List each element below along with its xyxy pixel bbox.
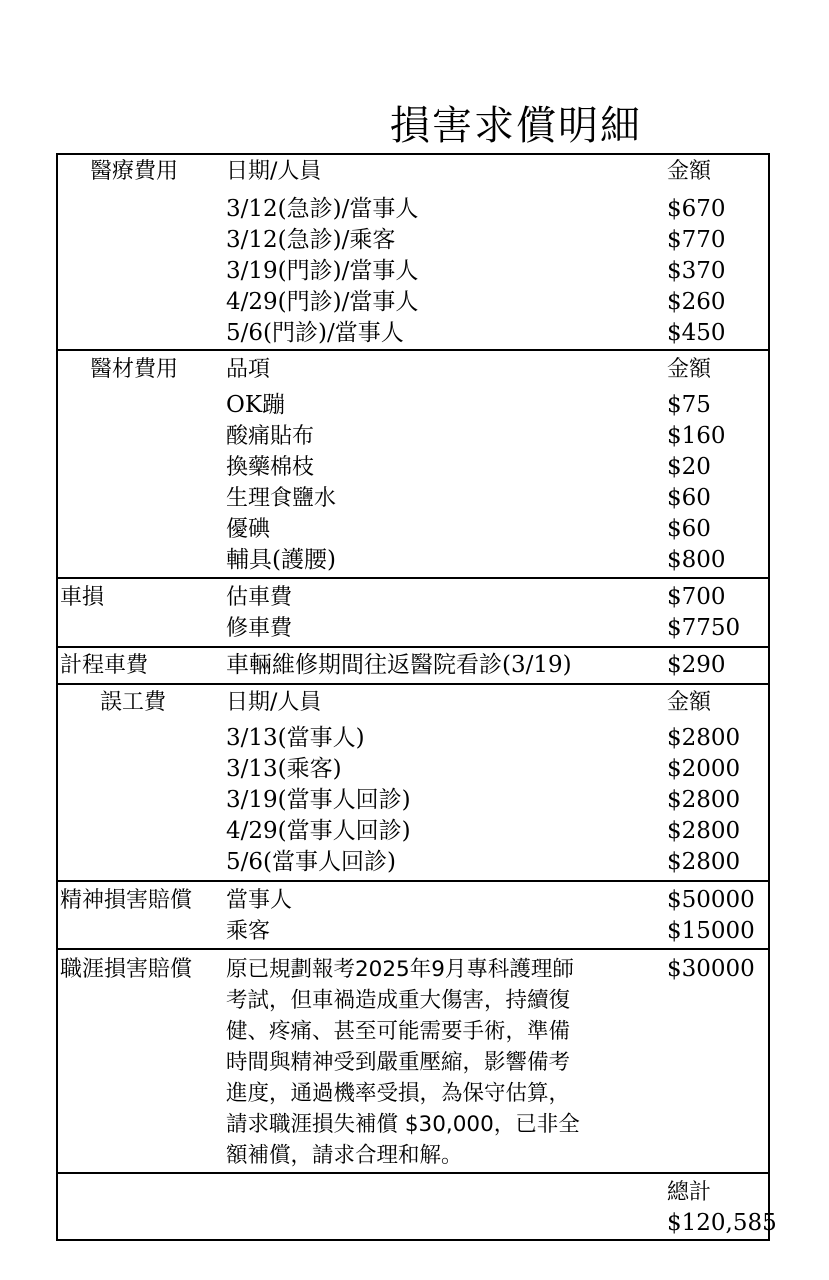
table-row-amount: $800 — [667, 547, 726, 573]
career-line: 時間與精神受到嚴重壓縮，影響備考 — [226, 1050, 571, 1075]
table-row-item: 生理食鹽水 — [226, 486, 337, 511]
section-divider — [56, 349, 770, 351]
lost-work-header-right: 金額 — [667, 690, 712, 715]
career-description — [226, 954, 656, 1171]
career-line: 請求職涯損失補償 $30,000，已非全 — [226, 1112, 580, 1137]
mental-label: 精神損害賠償 — [60, 888, 193, 913]
lost-work-header-left: 日期/人員 — [226, 690, 322, 715]
career-line: 原已規劃報考2025年9月專科護理師 — [226, 957, 574, 982]
table-row-amount: $2800 — [667, 725, 741, 751]
table-row-item: 估車費 — [226, 585, 293, 610]
table-row-amount: $160 — [667, 423, 726, 449]
taxi-item: 車輛維修期間往返醫院看診(3/19) — [226, 652, 572, 678]
section-divider — [56, 683, 770, 685]
medical-header-left: 日期/人員 — [226, 159, 322, 184]
table-row-item: 乘客 — [226, 919, 271, 944]
table-row-amount: $2800 — [667, 818, 741, 844]
table-row-amount: $75 — [667, 392, 711, 418]
table-row-item: 當事人 — [226, 888, 293, 913]
table-row-item: 酸痛貼布 — [226, 424, 315, 449]
section-divider — [56, 880, 770, 882]
section-divider — [56, 577, 770, 579]
taxi-label: 計程車費 — [60, 653, 149, 678]
table-row-item: 3/19(門診)/當事人 — [226, 258, 419, 284]
supplies-label: 醫材費用 — [90, 357, 179, 382]
table-row-amount: $700 — [667, 584, 726, 610]
career-line: 進度，通過機率受損，為保守估算， — [226, 1081, 571, 1106]
table-row-amount: $260 — [667, 289, 726, 315]
career-line: 額補償，請求合理和解。 — [226, 1143, 463, 1168]
career-amount: $30000 — [667, 956, 755, 982]
table-row-item: 3/12(急診)/乘客 — [226, 227, 396, 253]
table-row-amount: $15000 — [667, 918, 755, 944]
table-row-amount: $20 — [667, 454, 711, 480]
career-line: 健、疼痛、甚至可能需要手術，準備 — [226, 1019, 571, 1044]
table-row-item: 4/29(當事人回診) — [226, 818, 411, 844]
table-row-item: 3/13(乘客) — [226, 756, 342, 782]
career-label: 職涯損害賠償 — [60, 957, 193, 982]
table-row-amount: $50000 — [667, 887, 755, 913]
table-row-item: 5/6(門診)/當事人 — [226, 320, 404, 346]
table-row-item: 優碘 — [226, 517, 271, 542]
section-divider — [56, 1172, 770, 1174]
table-row-item: 3/19(當事人回診) — [226, 787, 411, 813]
section-divider — [56, 948, 770, 950]
table-row-item: 輔具(護腰) — [226, 547, 336, 573]
table-row-item: 修車費 — [226, 616, 293, 641]
table-row-item: 換藥棉枝 — [226, 455, 315, 480]
lost-work-label: 誤工費 — [100, 690, 167, 715]
table-row-amount: $60 — [667, 516, 711, 542]
table-row-item: 3/12(急診)/當事人 — [226, 196, 419, 222]
table-row-item: 5/6(當事人回診) — [226, 849, 396, 875]
total-amount: $120,585 — [667, 1210, 777, 1236]
total-label: 總計 — [667, 1180, 712, 1205]
medical-header-right: 金額 — [667, 159, 712, 184]
table-row-item: 3/13(當事人) — [226, 725, 365, 751]
table-row-item: 4/29(門診)/當事人 — [226, 289, 419, 315]
supplies-header-left: 品項 — [226, 357, 271, 382]
table-row-amount: $2800 — [667, 849, 741, 875]
table-row-amount: $2000 — [667, 756, 741, 782]
table-row-amount: $450 — [667, 320, 726, 346]
table-row-amount: $670 — [667, 196, 726, 222]
car-label: 車損 — [60, 585, 105, 610]
taxi-amount: $290 — [667, 652, 726, 678]
table-row-amount: $770 — [667, 227, 726, 253]
page-title: 損害求償明細 — [390, 103, 642, 149]
table-row-amount: $370 — [667, 258, 726, 284]
section-divider — [56, 646, 770, 648]
table-row-amount: $7750 — [667, 615, 741, 641]
supplies-header-right: 金額 — [667, 357, 712, 382]
career-line: 考試，但車禍造成重大傷害，持續復 — [226, 988, 571, 1013]
table-row-amount: $60 — [667, 485, 711, 511]
medical-label: 醫療費用 — [90, 159, 179, 184]
table-row-item: OK蹦 — [226, 392, 286, 418]
table-row-amount: $2800 — [667, 787, 741, 813]
